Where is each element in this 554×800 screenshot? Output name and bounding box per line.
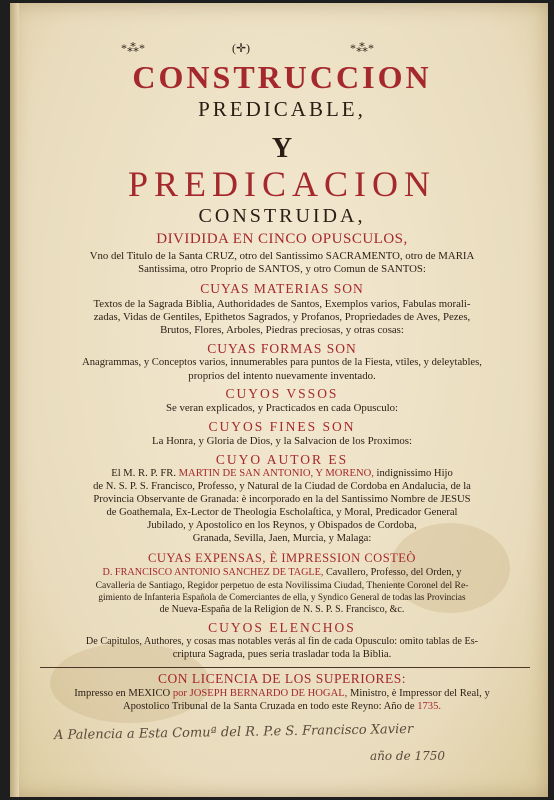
title-y: Y [271, 133, 293, 164]
autor-name: MARTIN DE SAN ANTONIO, Y MORENO, [178, 468, 374, 479]
autor-heading: CUYO AUTOR ES [215, 452, 349, 467]
elenchos-line-1: De Capitulos, Authores, y cosas mas notables verás al fin de cada Opusculo: omito tablas de Es- [85, 636, 479, 647]
autor-line-3: Provincia Observante de Granada: è incorporado en la del Santissimo Nombre de JESUS [93, 494, 471, 505]
licencia-heading: CON LICENCIA DE LOS SUPERIORES: [157, 671, 407, 686]
ussos-heading: CUYOS VSSOS [225, 386, 339, 401]
divided-line-2: Santissima, otro Proprio de SANTOS, y otro Comun de SANTOS: [138, 263, 426, 275]
formas-heading: CUYAS FORMAS SON [207, 341, 357, 356]
formas-line-2: proprios del intento nuevamente inventado. [188, 370, 376, 382]
expensas-line-1-end: Cavallero, Professo, del Orden, y [323, 567, 462, 578]
expensas-line-1 [24, 567, 540, 578]
divided-line-1: Vno del Titulo de la Santa CRUZ, otro del Santissimo SACRAMENTO, otro de MARIA [89, 250, 475, 262]
ornament-cross: (✛) [232, 41, 251, 55]
licencia-line-1 [24, 688, 540, 699]
fines-heading: CUYOS FINES SON [208, 419, 356, 434]
materias-line-3: Brutos, Flores, Arboles, Piedras preciosas, y otras cosas: [160, 324, 404, 336]
expensas-line-4: de Nueva-España de la Religion de N. S. P. S. Francisco, &c. [159, 604, 405, 615]
title-construida: CONSTRUIDA, [198, 205, 366, 227]
licencia-line-1-b: Ministro, è Impressor del Real, y [347, 688, 490, 699]
ussos-line-1: Se veran explicados, y Practicados en cada Opusculo: [165, 402, 399, 414]
divider-rule [40, 667, 530, 668]
elenchos-heading: CUYOS ELENCHOS [208, 620, 356, 635]
licencia-line-2 [24, 701, 540, 712]
title-predicable: PREDICABLE, [198, 97, 366, 121]
printer-name: por JOSEPH BERNARDO DE HOGAL, [172, 688, 348, 699]
divided-heading: DIVIDIDA EN CINCO OPUSCULOS, [156, 231, 408, 247]
ornament-stars-left: *⁂* [121, 41, 145, 55]
manuscript-ownership-note: A Palencia a Esta Comuª del R. P.e S. Francisco Xavier [53, 721, 414, 744]
expensas-line-3: gimiento de Infanteria Española de Comerciantes de ella, y Syndico General de todas las Provincias [98, 592, 466, 602]
materias-line-1: Textos de la Sagrada Biblia, Authoridades de Santos, Exemplos varios, Fabulas morali- [93, 298, 471, 310]
autor-prefix: El M. R. P. FR. [111, 468, 179, 479]
licencia-line-1-a: Impresso en MEXICO [74, 688, 173, 699]
formas-line-1: Anagrammas, y Conceptos varios, innumerables para puntos de la Fiesta, vtiles, y deleytables, [82, 357, 482, 368]
autor-line-1 [24, 468, 540, 479]
autor-line-5: Jubilado, y Apostolico en los Reynos, y Obispados de Cordoba, [147, 520, 417, 531]
title-construccion: CONSTRUCCION [132, 59, 432, 95]
materias-heading: CUYAS MATERIAS SON [200, 281, 364, 296]
manuscript-year-note: año de 1750 [370, 749, 446, 763]
autor-line-4: de Goathemala, Ex-Lector de Theologia Escholaſtica, y Moral, Predicador General [106, 507, 458, 518]
elenchos-line-2: criptura Sagrada, pues seria trasladar toda la Biblia. [172, 649, 392, 660]
licencia-line-2-a: Apostolico Tribunal de la Santa Cruzada en todo este Reyno: Año de [122, 701, 418, 712]
autor-line-1-end: indignissimo Hijo [373, 468, 453, 479]
expensas-heading: CUYAS EXPENSAS, È IMPRESSION COSTEÒ [148, 551, 416, 565]
title-page [10, 3, 548, 797]
expensas-name: D. FRANCISCO ANTONIO SANCHEZ DE TAGLE, [102, 567, 324, 578]
materias-line-2: zadas, Vidas de Gentiles, Epithetos Sagrados, y Profanos, Propriedades de Aves, Pezes, [93, 311, 471, 323]
fines-line-1: La Honra, y Gloria de Dios, y la Salvacion de los Proximos: [152, 435, 412, 447]
ornament-stars-right: *⁂* [350, 41, 374, 55]
print-year: 1735. [417, 701, 442, 712]
autor-line-6: Granada, Sevilla, Jaen, Murcia, y Malaga: [192, 533, 372, 544]
title-predicacion: PREDICACION [127, 164, 436, 204]
expensas-line-2: Cavalleria de Santiago, Regidor perpetuo de esta Novilissima Ciudad, Theniente Coronel del Re- [95, 580, 469, 591]
autor-line-2: de N. S. P. S. Francisco, Professo, y Natural de la Ciudad de Cordoba en Andalucia, de la [93, 481, 471, 492]
